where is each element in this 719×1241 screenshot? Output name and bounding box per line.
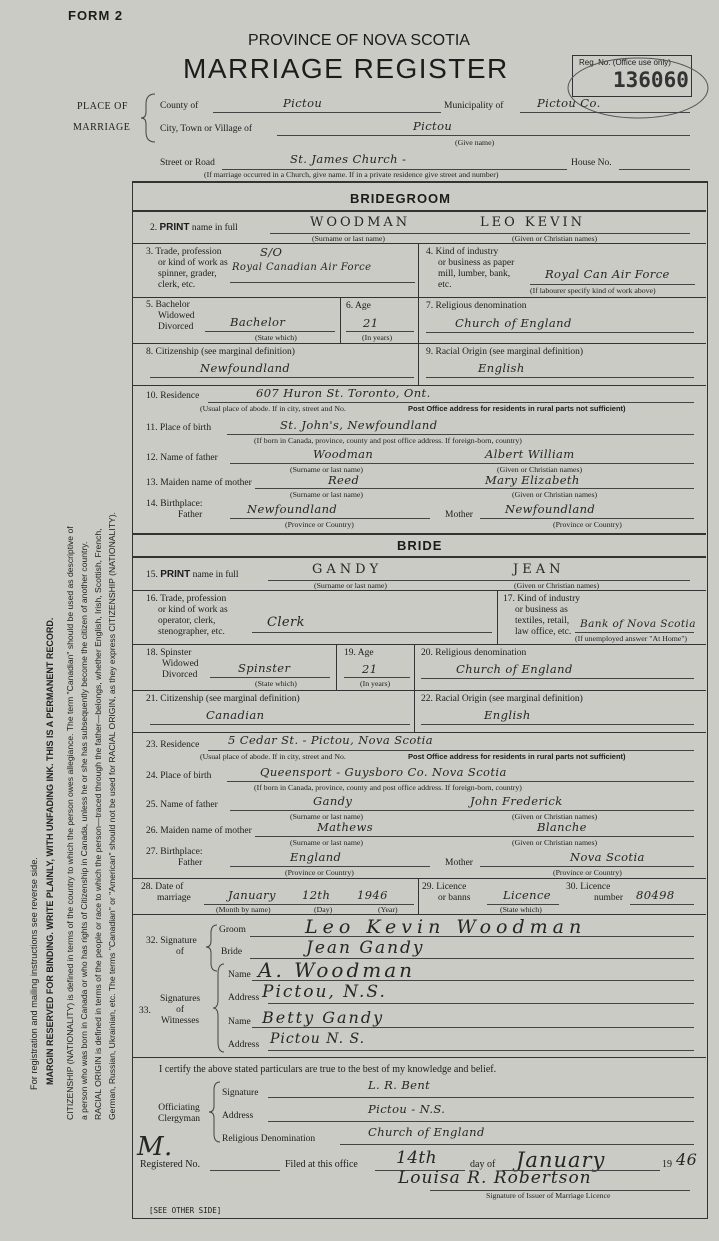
licence-number-line: [630, 904, 694, 905]
groom-mother-label: 13. Maiden name of mother: [146, 478, 252, 488]
bride-top-rule: [133, 533, 706, 535]
groom-status: Bachelor: [230, 315, 286, 329]
rule-18: [133, 690, 706, 691]
groom-mother-given: Mary Elizabeth: [485, 473, 580, 487]
clergy-signature: L. R. Bent: [368, 1078, 431, 1092]
rule-28: [133, 914, 706, 915]
bride-religion: Church of England: [456, 662, 573, 676]
margin-line-3: CITIZENSHIP (NATIONALITY) is defined in terms of the country to which the person owes allegiance. The term "Canadian" should be used as descriptive of: [65, 526, 75, 1120]
bride-age-line: [344, 677, 410, 678]
bride-father-birth-caption: (Province or Country): [285, 868, 354, 877]
groom-religion-line: [426, 332, 694, 333]
groom-surname-caption: (Surname or last name): [312, 234, 385, 243]
groom-religion: Church of England: [455, 316, 572, 330]
bride-age-label: 19. Age: [344, 648, 374, 658]
bride-mother-line: [255, 836, 694, 837]
county-label: County of: [160, 101, 199, 111]
clergy-denomination-label: Religious Denomination: [222, 1134, 316, 1144]
bride-citizenship-label: 21. Citizenship (see marginal definition): [146, 694, 300, 704]
groom-age: 21: [363, 316, 379, 330]
groom-divider-3-4: [418, 243, 419, 297]
bride-section-title: BRIDE: [397, 538, 443, 553]
municipality-value: Pictou Co.: [537, 96, 601, 110]
groom-father-given: Albert William: [485, 447, 575, 461]
bride-mother-surname-caption: (Surname or last name): [290, 838, 363, 847]
groom-age-line: [346, 331, 414, 332]
groom-section-title: BRIDEGROOM: [350, 191, 451, 206]
bride-divider-18-19: [336, 644, 337, 690]
groom-father-birth-caption: (Province or Country): [285, 520, 354, 529]
groom-residence: 607 Huron St. Toronto, Ont.: [256, 386, 431, 400]
bride-father-label: 25. Name of father: [146, 800, 218, 810]
officiating-brace: [208, 1080, 222, 1144]
groom-racial: English: [478, 361, 525, 375]
bride-residence: 5 Cedar St. - Pictou, Nova Scotia: [228, 733, 434, 747]
w1-name-label: Name: [228, 970, 251, 980]
marriage-year-caption: (Year): [378, 905, 398, 914]
groom-surname: WOODMAN: [310, 215, 411, 230]
filed-year-suffix: 46: [676, 1150, 698, 1169]
clergy-address: Pictou - N.S.: [368, 1102, 446, 1116]
groom-industry: Royal Can Air Force: [545, 267, 670, 281]
w2-address-label: Address: [228, 1040, 260, 1050]
city-label: City, Town or Village of: [160, 124, 252, 134]
stamp-oval: [560, 50, 710, 130]
document-title: MARRIAGE REGISTER: [183, 53, 509, 84]
marriage-month: January: [228, 888, 276, 902]
bride-given: JEAN: [513, 562, 565, 577]
groom-father-birth: Newfoundland: [247, 502, 338, 516]
clergy-signature-label: Signature: [222, 1088, 259, 1098]
bride-father-given-caption: (Given or Christian names): [512, 812, 598, 821]
bride-mother-birth-line: [480, 866, 694, 867]
groom-divider-8-9: [418, 343, 419, 385]
groom-birthplace-caption: (If born in Canada, province, county and post office address. If foreign-born, country): [254, 436, 522, 445]
margin-line-5: RACIAL ORIGIN is defined in terms of the people or race to which the person—traced through the father—belongs, whether English, Irish, Scottish, French,: [93, 528, 103, 1120]
w2-address: Pictou N. S.: [270, 1031, 366, 1047]
bride-mother-given-caption: (Given or Christian names): [512, 838, 598, 847]
groom-trade-line: [230, 282, 415, 283]
city-line: [277, 135, 690, 136]
bride-mother-birth-label: Mother: [445, 858, 473, 868]
bride-religion-label: 20. Religious denomination: [421, 648, 527, 658]
groom-citizenship: Newfoundland: [200, 361, 291, 375]
groom-mother-surname: Reed: [328, 473, 360, 487]
clergy-address-line: [268, 1121, 694, 1122]
groom-trade-label: 3. Trade, profession or kind of work as spinner, grader, clerk, etc.: [146, 247, 228, 290]
place-label-a: PLACE OF: [77, 101, 128, 112]
rule-33: [133, 1057, 706, 1058]
licence-number: 80498: [636, 888, 675, 902]
bride-racial-label: 22. Racial Origin (see marginal definition): [421, 694, 583, 704]
officiating-label: Officiating Clergyman: [158, 1103, 201, 1124]
groom-industry-label: 4. Kind of industry or business as paper mill, lumber, bank, etc.: [426, 247, 515, 290]
place-label-b: MARRIAGE: [73, 122, 131, 133]
groom-citizenship-label: 8. Citizenship (see marginal definition): [146, 347, 295, 357]
w2-name-label: Name: [228, 1017, 251, 1027]
w2-address-line: [268, 1050, 694, 1051]
bride-title-rule: [133, 556, 706, 558]
marriage-date-label: 28. Date of marriage: [141, 882, 191, 903]
groom-residence-line: [208, 402, 694, 403]
bride-residence-label: 23. Residence: [146, 740, 200, 750]
groom-status-caption: (State which): [255, 333, 297, 342]
groom-father-line: [230, 463, 694, 464]
bride-birthplace: Queensport - Guysboro Co. Nova Scotia: [260, 765, 507, 779]
groom-father-surname: Woodman: [313, 447, 374, 461]
county-value: Pictou: [283, 96, 323, 110]
sig-33-brace: [212, 962, 226, 1054]
bride-mother-birth: Nova Scotia: [570, 850, 645, 864]
groom-age-caption: (In years): [362, 333, 393, 342]
clergy-denomination: Church of England: [368, 1125, 485, 1139]
bride-mother-given: Blanche: [537, 820, 587, 834]
bride-trade-line: [252, 632, 492, 633]
marriage-divider-28-29: [418, 878, 419, 914]
rule-2: [133, 243, 706, 244]
street-value: St. James Church -: [290, 152, 407, 166]
bride-status-label: 18. Spinster Widowed Divorced: [146, 648, 199, 680]
groom-birthplace-label: 11. Place of birth: [146, 423, 212, 433]
day-of-label: day of: [470, 1159, 496, 1170]
groom-birthplace-line: [227, 434, 694, 435]
groom-father-given-caption: (Given or Christian names): [497, 465, 583, 474]
bride-divider-16-17: [497, 590, 498, 644]
see-other-side: [SEE OTHER SIDE]: [149, 1206, 222, 1215]
bride-citizenship: Canadian: [206, 708, 265, 722]
groom-mother-surname-caption: (Surname or last name): [290, 490, 363, 499]
house-line: [619, 169, 690, 170]
bride-father-birth: England: [290, 850, 342, 864]
groom-racial-label: 9. Racial Origin (see marginal definition): [426, 347, 584, 357]
licence-type: Licence: [503, 888, 552, 902]
groom-trade-a: S/O: [260, 245, 283, 259]
form-label: FORM 2: [68, 8, 124, 23]
bride-racial: English: [484, 708, 531, 722]
groom-status-line: [205, 331, 335, 332]
sig-33-label: Signatures of Witnesses: [160, 994, 201, 1026]
bride-signature: Jean Gandy: [306, 938, 425, 958]
bride-age-caption: (In years): [360, 679, 391, 688]
bride-citizenship-line: [150, 724, 410, 725]
street-note: (If marriage occurred in a Church, give name. If in a private residence give street and number): [204, 170, 499, 179]
rule-27: [133, 878, 706, 879]
w2-name: Betty Gandy: [262, 1008, 385, 1027]
groom-sig-label: Groom: [219, 925, 246, 935]
margin-line-6: German, Russian, Ukrainian, etc. The terms "Canadian" or "American" should not be used for RACIAL ORIGIN, as they express CITIZENSHIP (NATIONALITY).: [107, 512, 117, 1120]
bride-status-line: [210, 677, 330, 678]
bride-divider-19-20: [414, 644, 415, 690]
municipality-line: [520, 112, 690, 113]
bride-sig-label: Bride: [221, 947, 243, 957]
province-heading: PROVINCE OF NOVA SCOTIA: [248, 32, 470, 49]
groom-divider-5-6: [340, 297, 341, 343]
bride-trade-label: 16. Trade, profession or kind of work as operator, clerk, stenographer, etc.: [146, 594, 228, 637]
filed-label: Filed at this office: [285, 1159, 358, 1170]
bride-birthplace-line: [227, 781, 694, 782]
groom-residence-caption-a: (Usual place of abode. If in city, street and No.: [200, 404, 346, 413]
clergy-signature-line: [268, 1097, 694, 1098]
bride-status-caption: (State which): [255, 679, 297, 688]
groom-citizenship-line: [150, 377, 414, 378]
bride-residence-caption-a: (Usual place of abode. If in city, street and No.: [200, 752, 346, 761]
bride-birthplace-label: 24. Place of birth: [146, 771, 212, 781]
w1-name-line: [252, 980, 694, 981]
county-line: [213, 112, 441, 113]
groom-industry-caption: (If labourer specify kind of work above): [530, 286, 656, 295]
bride-residence-line: [208, 750, 694, 751]
groom-mother-line: [255, 488, 694, 489]
w1-address-label: Address: [228, 993, 260, 1003]
rule-3: [133, 297, 706, 298]
groom-racial-line: [426, 377, 694, 378]
bride-father-surname: Gandy: [313, 794, 353, 808]
reg-no-stamp: 136060: [613, 68, 689, 92]
groom-father-birth-line: [230, 518, 430, 519]
bride-divider-21-22: [414, 690, 415, 732]
bride-father-surname-caption: (Surname or last name): [290, 812, 363, 821]
bride-racial-line: [421, 724, 694, 725]
groom-mother-given-caption: (Given or Christian names): [512, 490, 598, 499]
marriage-day: 12th: [302, 888, 331, 902]
sig-33-number: 33.: [139, 1006, 151, 1016]
groom-sig-line: [250, 936, 694, 937]
margin-mark: M.: [137, 1132, 173, 1162]
groom-status-label: 5. Bachelor Widowed Divorced: [146, 300, 195, 332]
bride-surname-caption: (Surname or last name): [314, 581, 387, 590]
place-brace: [140, 92, 160, 144]
registered-line: [210, 1170, 280, 1171]
bride-mother-label: 26. Maiden name of mother: [146, 826, 252, 836]
bride-industry-label: 17. Kind of industry or business as textiles, retail, law office, etc.: [503, 594, 581, 637]
bride-birthplace-caption: (If born in Canada, province, county and post office address. If foreign-born, country): [254, 783, 522, 792]
groom-birthplaces-label: 14. Birthplace: Father: [146, 499, 203, 520]
filed-month: January: [516, 1148, 606, 1172]
groom-industry-line: [530, 284, 695, 285]
filed-day: 14th: [396, 1148, 438, 1168]
bride-surname: GANDY: [312, 562, 383, 577]
reg-no-label: Reg. No. (Office use only): [579, 58, 671, 67]
registered-label: Registered No.: [140, 1159, 200, 1170]
groom-residence-caption-b: Post Office address for residents in rural parts not sufficient): [408, 404, 626, 413]
groom-mother-birth-label: Mother: [445, 510, 473, 520]
groom-birthplace: St. John's, Newfoundland: [280, 418, 438, 432]
bride-residence-caption-b: Post Office address for residents in rural parts not sufficient): [408, 752, 626, 761]
licence-number-label: 30. Licence number: [566, 882, 624, 903]
bride-industry: Bank of Nova Scotia: [580, 618, 696, 630]
groom-mother-birth-caption: (Province or Country): [553, 520, 622, 529]
bride-given-caption: (Given or Christian names): [514, 581, 600, 590]
w1-name: A. Woodman: [258, 958, 416, 982]
bride-industry-line: [575, 632, 694, 633]
bride-birthplaces-label: 27. Birthplace: Father: [146, 847, 203, 868]
groom-trade-b: Royal Canadian Air Force: [232, 262, 372, 273]
groom-father-surname-caption: (Surname or last name): [290, 465, 363, 474]
groom-religion-label: 7. Religious denomination: [426, 301, 527, 311]
marriage-year: 1946: [357, 888, 388, 902]
groom-divider-6-7: [418, 297, 419, 343]
give-name-caption: (Give name): [455, 138, 495, 147]
groom-given-caption: (Given or Christian names): [512, 234, 598, 243]
licence-type-label: 29. Licence or banns: [422, 882, 471, 903]
bride-mother-surname: Mathews: [317, 820, 374, 834]
bride-father-birth-line: [230, 866, 430, 867]
licence-type-caption: (State which): [500, 905, 542, 914]
street-label: Street or Road: [160, 158, 215, 168]
rule-16: [133, 644, 706, 645]
w1-address: Pictou, N.S.: [262, 982, 387, 1002]
w1-address-line: [268, 1003, 694, 1004]
groom-given: LEO KEVIN: [480, 215, 586, 230]
margin-line-2: MARGIN RESERVED FOR BINDING. WRITE PLAINLY, WITH UNFADING INK. THIS IS A PERMANENT RECORD.: [45, 617, 55, 1085]
bride-mother-birth-caption: (Province or Country): [553, 868, 622, 877]
bride-age: 21: [362, 662, 378, 676]
issuer-caption: Signature of Issuer of Marriage Licence: [486, 1191, 611, 1200]
rule-15: [133, 590, 706, 591]
groom-mother-birth-line: [480, 518, 694, 519]
bride-industry-caption: (If unemployed answer "At Home"): [575, 634, 688, 643]
groom-mother-birth: Newfoundland: [505, 502, 596, 516]
marriage-day-caption: (Day): [314, 905, 333, 914]
marriage-month-caption: (Month by name): [216, 905, 271, 914]
bride-name-label: 15. PRINT name in full: [146, 569, 239, 580]
rule-4: [133, 343, 706, 344]
certification-statement: I certify the above stated particulars are true to the best of my knowledge and belief.: [159, 1064, 497, 1075]
municipality-label: Municipality of: [444, 101, 504, 111]
bride-religion-line: [421, 678, 694, 679]
clergy-denomination-line: [340, 1144, 694, 1145]
bride-father-given: John Frederick: [470, 794, 563, 808]
w2-name-line: [252, 1027, 694, 1028]
groom-age-label: 6. Age: [346, 301, 371, 311]
bride-father-line: [230, 810, 694, 811]
groom-residence-label: 10. Residence: [146, 391, 200, 401]
margin-line-4: a person who was born in Canada or who has rights of Citizenship in Canada, unless he or she has subsequently become the citizen of another country.: [79, 541, 89, 1120]
clergy-address-label: Address: [222, 1111, 254, 1121]
margin-line-1: For registration and mailing instructions see reverse side.: [29, 857, 39, 1090]
groom-name-label: 2. PRINT name in full: [150, 222, 238, 233]
groom-signature: Leo Kevin Woodman: [305, 916, 587, 938]
sig-32-label: 32. Signature of: [146, 936, 197, 957]
bride-trade: Clerk: [267, 615, 305, 630]
issuer-signature: Louisa R. Robertson: [398, 1168, 592, 1188]
bride-status: Spinster: [238, 661, 291, 675]
city-value: Pictou: [413, 119, 453, 133]
filed-year-prefix: 19: [662, 1159, 672, 1170]
groom-title-rule: [133, 210, 706, 212]
house-label: House No.: [571, 158, 612, 168]
groom-father-label: 12. Name of father: [146, 453, 218, 463]
